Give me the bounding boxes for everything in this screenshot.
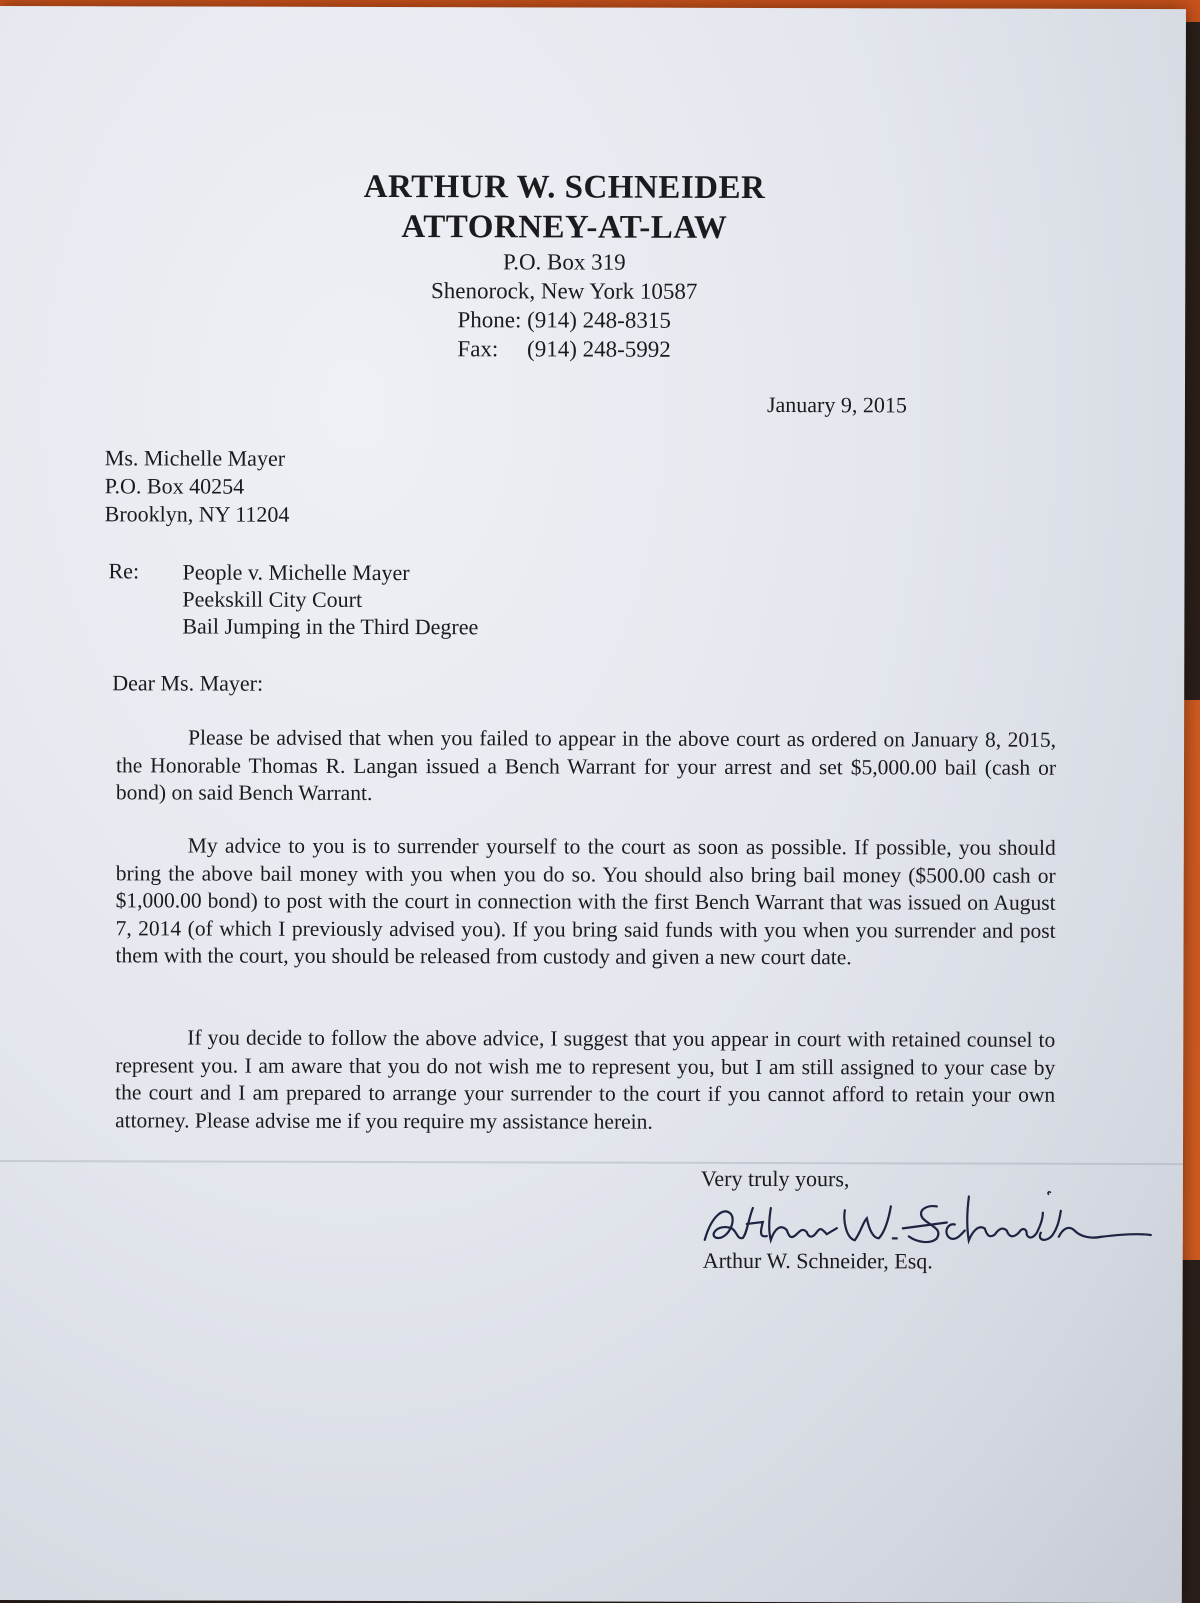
orange-surface-edge (1182, 700, 1200, 1260)
re-line-case: People v. Michelle Mayer (182, 559, 410, 586)
letter-document (0, 6, 1186, 1603)
recipient-name: Ms. Michelle Mayer (104, 445, 286, 471)
letter-paper (0, 6, 1186, 1603)
letterhead-po-box: P.O. Box 319 (502, 249, 626, 275)
re-label: Re: (108, 558, 140, 584)
re-line-court: Peekskill City Court (182, 586, 363, 612)
letterhead-phone: Phone: (914) 248-8315 (457, 307, 671, 333)
signer-name: Arthur W. Schneider, Esq. (702, 1247, 933, 1274)
salutation: Dear Ms. Mayer: (112, 670, 264, 696)
recipient-po-box: P.O. Box 40254 (104, 473, 245, 499)
closing: Very truly yours, (700, 1165, 850, 1192)
letterhead (299, 167, 830, 364)
re-subject (182, 558, 478, 640)
letterhead-title: ATTORNEY-AT-LAW (401, 209, 728, 246)
recipient-address (105, 444, 290, 528)
re-line-charge: Bail Jumping in the Third Degree (182, 613, 479, 640)
letter-date: January 9, 2015 (766, 392, 907, 418)
body-paragraph-2: My advice to you is to surrender yourself to the court as soon as possible. If possible, you should bring the above bail money with you when you do so. You should also bring bail money ($500.00 cash or $1,000.00 bond) to post with the court in connection with the first Bench Warrant that was issued on August 7, 2014 (of which I previously advised you). If you bring said funds with you when you surrender and post them with the court, you should be released from custody and given a new court date. (115, 833, 1056, 970)
letterhead-fax: Fax: (914) 248-5992 (457, 336, 671, 362)
body-paragraph-1: Please be advised that when you failed to appear in the above court as ordered on January 8, 2015, the Honorable Thomas R. Langan issued a Bench Warrant for your arrest and set $5,000.00 bail (cash or bond) on said Bench Warrant. (115, 725, 1057, 805)
recipient-city: Brooklyn, NY 11204 (104, 501, 290, 527)
body-paragraph-3: If you decide to follow the above advice, I suggest that you appear in court with retained counsel to represent you. I am aware that you do not wish me to represent you, but I am still assigned to your case by the court and I am prepared to arrange your surrender to the court if you cannot afford to retain your own attorney. Please advise me if you require my assistance herein. (115, 1025, 1056, 1134)
letterhead-city: Shenorock, New York 10587 (431, 278, 698, 304)
letterhead-name: ARTHUR W. SCHNEIDER (363, 168, 766, 207)
